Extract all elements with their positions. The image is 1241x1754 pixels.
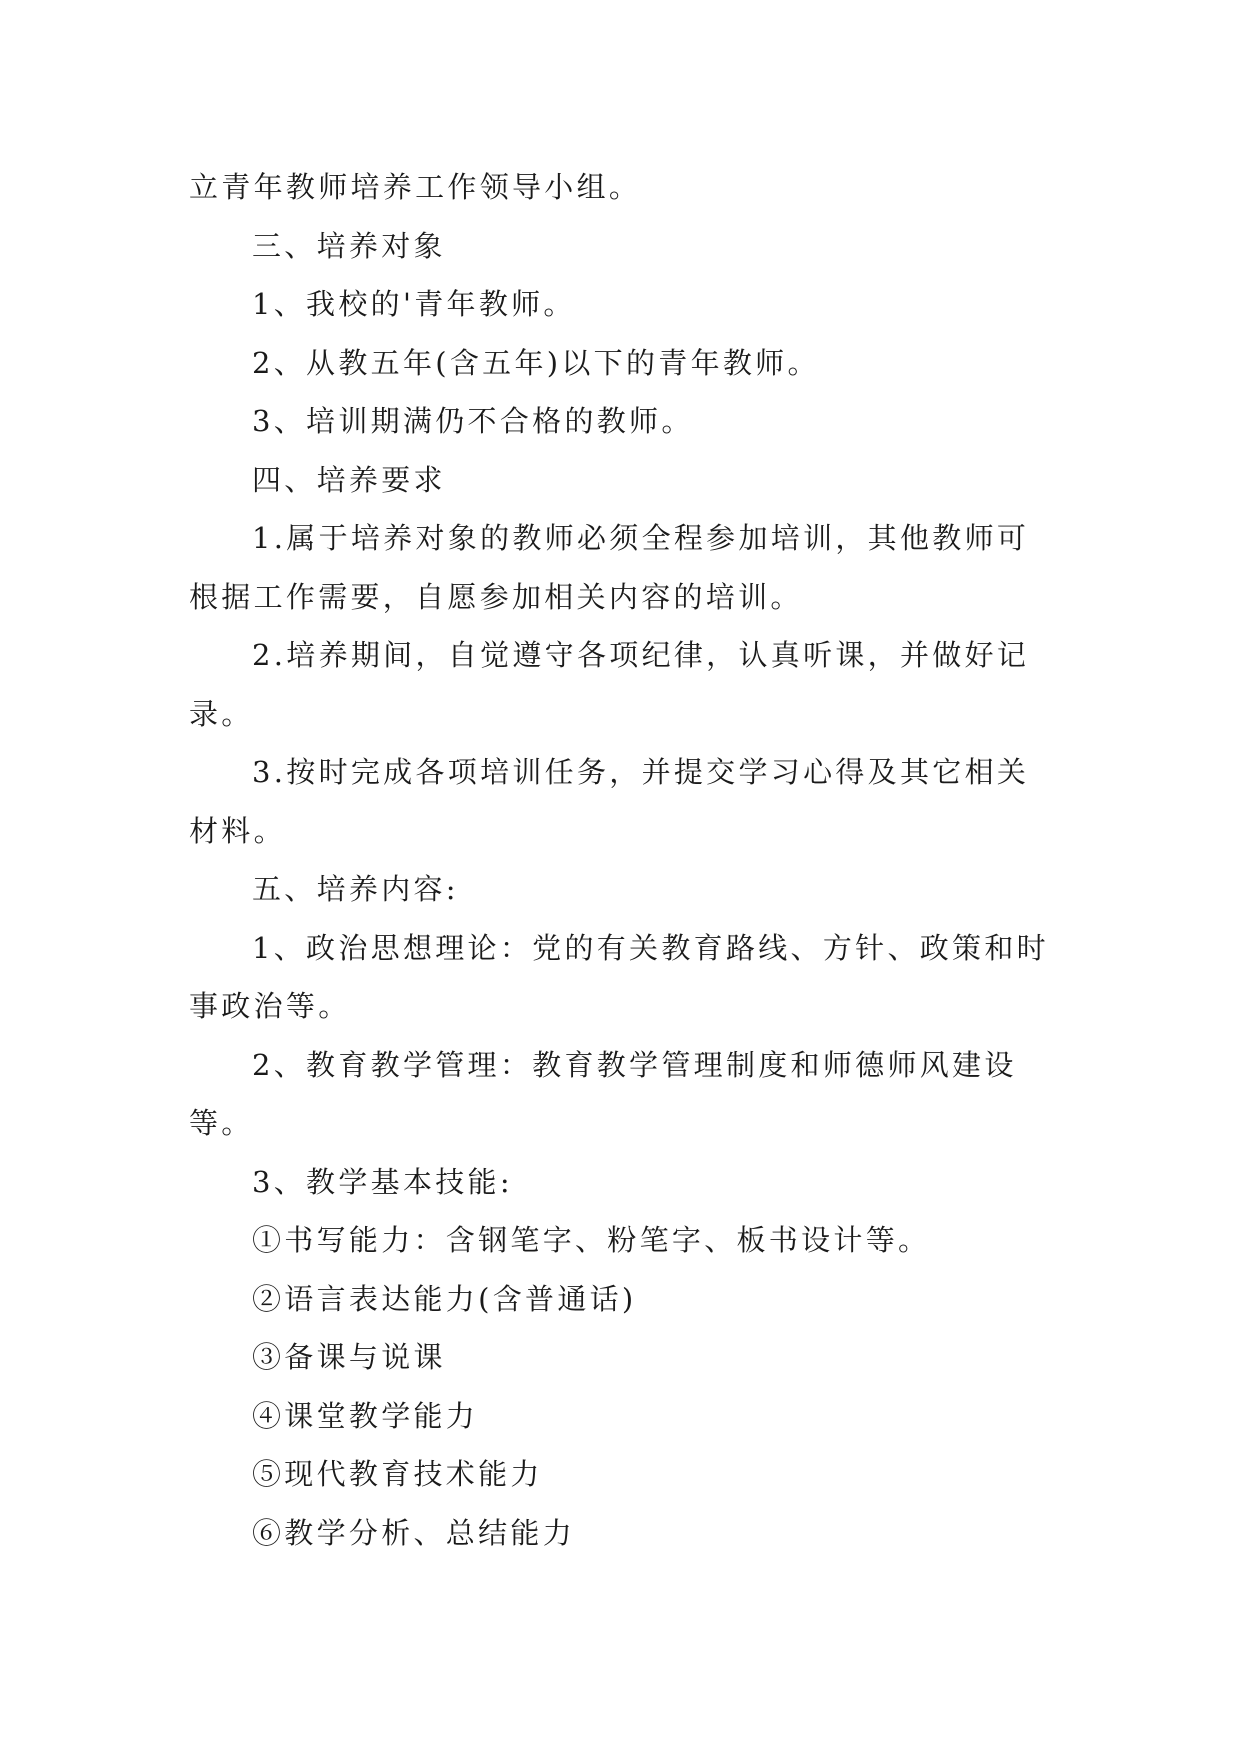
requirement-item-2: 2.培养期间，自觉遵守各项纪律，认真听课，并做好记录。: [189, 638, 1030, 731]
requirement-item-3: 3.按时完成各项培训任务，并提交学习心得及其它相关材料。: [189, 755, 1030, 848]
content-item-3: 3、教学基本技能:: [252, 1164, 513, 1199]
skill-item-analysis: ⑥教学分析、总结能力: [252, 1515, 576, 1550]
section-heading-training-requirements: 四、培养要求: [252, 462, 446, 497]
content-item-2: 2、教育教学管理：教育教学管理制度和师德师风建设等。: [189, 1047, 1017, 1140]
skill-item-lesson-prep: ③备课与说课: [252, 1340, 446, 1374]
skill-item-classroom: ④课堂教学能力: [252, 1398, 479, 1433]
skill-item-language: ②语言表达能力(含普通话): [252, 1281, 637, 1316]
skill-item-edtech: ⑤现代教育技术能力: [252, 1457, 543, 1491]
paragraph-continuation: 立青年教师培养工作领导小组。: [189, 170, 642, 204]
requirement-item-1: 1.属于培养对象的教师必须全程参加培训，其他教师可根据工作需要，自愿参加相关内容的培训。: [189, 521, 1030, 614]
target-item-3: 3、培训期满仍不合格的教师。: [252, 404, 694, 438]
content-item-1: 1、政治思想理论：党的有关教育路线、方针、政策和时事政治等。: [189, 930, 1049, 1023]
target-item-2: 2、从教五年(含五年)以下的青年教师。: [252, 345, 820, 380]
document-body: [189, 158, 1054, 1562]
section-heading-training-targets: 三、培养对象: [252, 228, 446, 263]
section-heading-training-content: 五、培养内容:: [252, 872, 459, 906]
target-item-1: 1、我校的'青年教师。: [252, 287, 576, 321]
skill-item-writing: ①书写能力：含钢笔字、粉笔字、板书设计等。: [252, 1223, 931, 1257]
